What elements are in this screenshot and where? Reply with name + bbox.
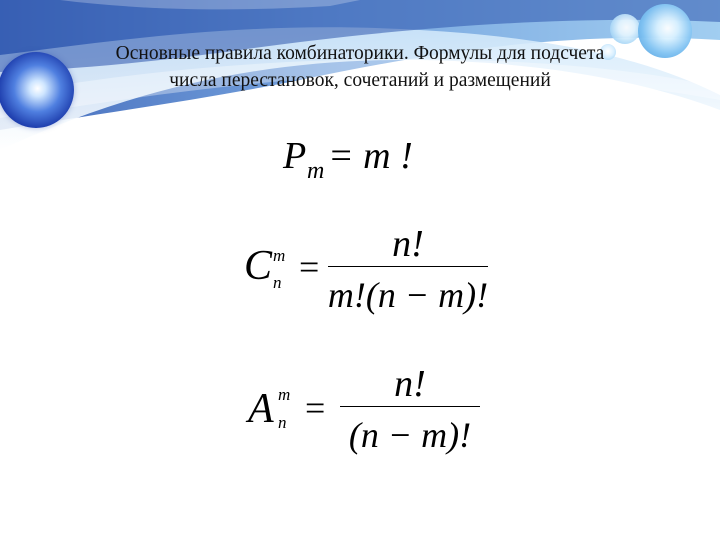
arrangement-symbol: A [248, 386, 274, 432]
combination-equals: = [299, 247, 320, 287]
arrangement-denominator: (n − m)! [348, 415, 472, 455]
arrangement-subscript: n [278, 413, 287, 432]
arrangement-fraction-bar [340, 406, 480, 407]
slide-title [40, 40, 680, 94]
combination-superscript: m [273, 246, 286, 265]
permutation-symbol: P [283, 135, 307, 177]
slide-title-line-1: Основные правила комбинаторики. Формулы для подсчета [115, 43, 605, 64]
arrangement-numerator: n! [394, 363, 426, 405]
permutation-subscript: m [307, 158, 325, 184]
combination-fraction-bar [328, 266, 488, 267]
arrangement-equals: = [305, 388, 326, 428]
combination-symbol: C [244, 243, 273, 289]
slide-title-line-2: числа перестановок, сочетаний и размещений [169, 70, 551, 91]
combination-denominator: m!(n − m)! [327, 275, 489, 315]
permutation-rhs: = m ! [328, 135, 413, 177]
combination-numerator: n! [392, 223, 424, 265]
arrangement-superscript: m [278, 385, 291, 404]
combination-subscript: n [273, 273, 282, 292]
